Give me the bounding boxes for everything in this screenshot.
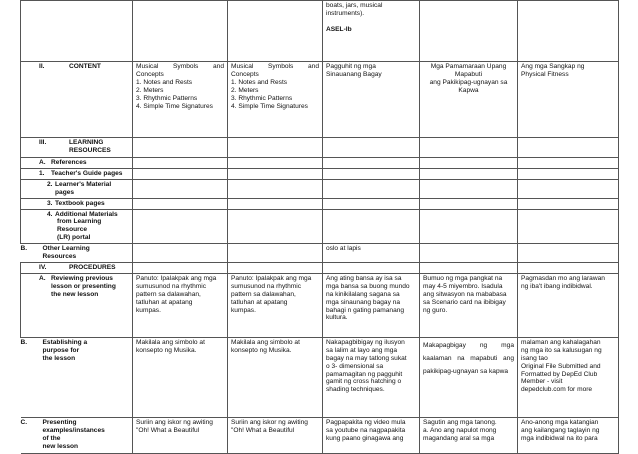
learning-label-line: LEARNING <box>69 139 104 146</box>
purpose-col4-line: kaalaman na mapabuti ang <box>423 354 514 362</box>
purpose-col4-line: pakikipag-ugnayan sa kapwa <box>423 367 509 375</box>
review-col1-line: sumusunod na rhythmic <box>136 282 207 290</box>
presenting-col3-line: Pagpapakita ng video mula <box>326 418 406 426</box>
purpose-col5-line: Original File Submitted and <box>521 362 601 370</box>
purpose-col5-line: depedclub.com for more <box>521 386 593 394</box>
review-col5-cell <box>518 273 619 337</box>
purpose-col2-line: Makilala ang simbolo at <box>231 338 300 346</box>
purpose-col3-line: o 3- dimensional sa <box>326 362 384 370</box>
purpose-col4-line: Makapagbigay ng mga <box>423 341 514 349</box>
review-col1-line: kumpas. <box>136 306 161 314</box>
purpose-col3-cell <box>323 337 420 417</box>
review-col5-line: ng iba't ibang indibidwal. <box>521 282 593 290</box>
additional-label-cell <box>21 209 133 244</box>
review-col3-line: mga sinaunang bagay na <box>326 298 401 306</box>
content-col4-line: ang Pakikipag-ugnayan sa <box>429 78 508 86</box>
other-col3-cell <box>323 244 420 263</box>
purpose-col5-line: malaman ang kahalagahan <box>521 338 601 346</box>
content-col5-line: Physical Fitness <box>521 70 569 78</box>
content-col1-line: 3. Rhythmic Patterns <box>136 94 198 102</box>
content-col2-line: Concepts <box>231 70 259 78</box>
presenting-col1-cell <box>133 417 228 453</box>
purpose-num: B. <box>20 338 28 346</box>
purpose-col5-cell <box>518 337 619 417</box>
presenting-col5-line: Ano-anong mga katangian <box>521 418 599 426</box>
guide-label: Teacher's Guide pages <box>51 169 123 177</box>
review-col2-line: kumpas. <box>231 306 256 314</box>
top-col2-cell <box>228 1 323 62</box>
purpose-col1-line: Makilala ang simbolo at <box>136 338 205 346</box>
review-col1-line: tatluhan at apatang <box>136 298 193 306</box>
content-col2-line: 1. Notes and Rests <box>231 78 288 86</box>
table-row-review <box>21 273 619 337</box>
review-col2-line: pattern sa dalawahan, <box>231 290 296 298</box>
top-col3-line <box>326 18 416 26</box>
review-col2-line: sumusunod na rhythmic <box>231 282 302 290</box>
top-col3-cell <box>323 1 420 62</box>
learning-label-cell <box>21 138 133 158</box>
review-col3-line: na kinikilalang sagana sa <box>326 290 400 298</box>
presenting-label-line: Presenting <box>42 418 77 426</box>
other-col3-text: oslo at lapis <box>326 245 361 253</box>
table-row-teachers-guide <box>21 168 619 179</box>
review-col4-line: may 4-5 miyembro. Isadula <box>423 282 503 290</box>
review-col2-cell <box>228 273 323 337</box>
guide-label-cell <box>21 168 133 179</box>
top-col3-code: ASEL-Ib <box>326 25 352 33</box>
content-label-cell <box>21 62 133 138</box>
purpose-col3-line: gamit ng cross hatching o <box>326 378 402 386</box>
purpose-label-line: Establishing a purpose for <box>42 338 88 354</box>
purpose-label-cell <box>1 337 113 417</box>
table-row-content <box>21 62 619 138</box>
learner-num: 2. <box>47 180 53 188</box>
purpose-col3-line: bagay na may tatlong sukat <box>326 354 407 362</box>
presenting-label-cell <box>1 417 113 453</box>
procedures-label: PROCEDURES <box>69 263 116 271</box>
top-col4-cell <box>420 1 518 62</box>
purpose-col5-line: isang tao <box>521 354 548 362</box>
presenting-label-line: examples/instances of the <box>42 426 105 442</box>
textbook-num: 3. <box>47 199 53 207</box>
content-col4-line: Mga Pamamaraan Upang <box>430 63 507 70</box>
review-col3-line: Ang ating bansa ay isa sa <box>326 274 402 282</box>
content-col5-line: Ang mga Sangkap ng <box>521 63 585 70</box>
presenting-col4-cell <box>420 417 518 453</box>
purpose-col3-line: Nakapagbibigay ng ilusyon <box>326 338 405 346</box>
presenting-col5-line: ang kailangang taglayin ng <box>521 426 600 434</box>
references-label: References <box>51 159 87 166</box>
review-label-line: Reviewing previous <box>51 274 113 282</box>
presenting-label-line: new lesson <box>42 442 79 450</box>
purpose-col1-line: konsepto ng Musika. <box>136 346 197 354</box>
content-col2-line: 4. Simple Time Signatures <box>231 102 308 110</box>
other-label-cell <box>1 244 113 263</box>
table-row-additional-materials <box>21 209 619 244</box>
presenting-col3-cell <box>323 417 420 453</box>
review-col4-line: sa Scenario card na ibibigay <box>423 298 506 306</box>
presenting-col4-line: magandang aral sa mga <box>423 434 495 442</box>
review-label-line: lesson or presenting <box>51 282 116 290</box>
top-col3-line: boats, jars, musical <box>326 2 383 9</box>
content-col2-line: Musical Symbols and <box>231 63 319 70</box>
content-col2-cell <box>228 62 323 138</box>
references-num: A. <box>39 159 46 166</box>
review-col4-cell <box>420 273 518 337</box>
presenting-col5-cell <box>518 417 619 453</box>
content-col1-cell <box>133 62 228 138</box>
additional-label-line: from Learning Resource <box>57 218 102 234</box>
purpose-col3-line: sa lalim at layo ang mga <box>326 346 398 354</box>
content-col4-line: Kapwa <box>458 86 479 94</box>
content-col3-cell <box>323 62 420 138</box>
table-row-other-resources <box>21 244 619 263</box>
other-label: Other Learning Resources <box>42 245 90 261</box>
review-col1-line: pattern sa dalawahan, <box>136 290 201 298</box>
purpose-col2-cell <box>228 337 323 417</box>
learning-num: III. <box>39 139 47 146</box>
content-col3-line: Sinauanang Bagay <box>326 70 382 78</box>
purpose-col5-line: Member - visit <box>521 378 563 386</box>
review-col2-line: Panuto: Ipalakpak ang mga <box>231 274 312 282</box>
top-col3-line: instruments). <box>326 9 365 17</box>
review-col4-line: ng guro. <box>423 306 448 314</box>
review-col4-line: Bumuo ng mga pangkat na <box>423 274 503 282</box>
purpose-col2-line: konsepto ng Musika. <box>231 346 292 354</box>
table-row-learning-resources <box>21 138 619 158</box>
review-col3-line: mga bansa sa buong mundo <box>326 282 410 290</box>
references-label-cell <box>21 158 133 169</box>
purpose-col4-cell <box>420 337 518 417</box>
table-row-references <box>21 158 619 169</box>
presenting-col2-line: Suriin ang iskor ng awiting <box>231 418 308 426</box>
review-num: A. <box>39 274 46 282</box>
review-col2-line: tatluhan at apatang <box>231 298 288 306</box>
purpose-col3-line: pamamagitan ng pagguhit <box>326 370 403 378</box>
purpose-col3-line: shading techniques. <box>326 386 385 394</box>
review-col5-line: Pagmasdan mo ang larawan <box>521 274 605 282</box>
content-label: CONTENT <box>69 63 101 70</box>
table-row-learners-material <box>21 179 619 198</box>
presenting-col4-line: Sagutin ang mga tanong. <box>423 418 497 426</box>
content-col3-line: Pagguhit ng mga <box>326 63 376 70</box>
learner-label: Learner's Material pages <box>55 180 112 196</box>
review-label-cell <box>21 273 133 337</box>
table-row-top <box>21 1 619 62</box>
review-col3-cell <box>323 273 420 337</box>
lesson-plan-table <box>20 0 619 454</box>
presenting-col2-cell <box>228 417 323 453</box>
presenting-col1-line: Suriin ang iskor ng awiting <box>136 418 213 426</box>
review-col3-line: kultura. <box>326 314 348 322</box>
presenting-num: C. <box>20 418 28 426</box>
presenting-col1-line: "Oh! What a Beautiful <box>136 426 200 434</box>
purpose-col1-cell <box>133 337 228 417</box>
presenting-col3-line: sa youtube na nagpapakita <box>326 426 406 434</box>
procedures-label-cell <box>21 262 133 273</box>
review-col1-line: Panuto: Ipalakpak ang mga <box>136 274 217 282</box>
content-col1-line: 4. Simple Time Signatures <box>136 102 213 110</box>
review-col3-line: bahagi n gating pamanang <box>326 306 405 314</box>
textbook-label-cell <box>21 198 133 209</box>
learning-label-line: RESOURCES <box>69 146 111 154</box>
content-col1-line: Musical Symbols and <box>136 63 224 70</box>
purpose-col5-line: Formatted by DepEd Club <box>521 370 598 378</box>
content-col4-cell <box>420 62 518 138</box>
content-col1-line: Concepts <box>136 70 164 78</box>
content-col2-line: 3. Rhythmic Patterns <box>231 94 293 102</box>
content-col2-line: 2. Meters <box>231 86 259 94</box>
presenting-col5-line: mga indibidwal na ito para <box>521 434 598 442</box>
table-row-procedures <box>21 262 619 273</box>
review-label-line: the new lesson <box>51 290 99 298</box>
presenting-col2-line: "Oh! What a Beautiful <box>231 426 295 434</box>
presenting-col4-line: a. Ano ang napulot mong <box>423 426 497 434</box>
review-col1-cell <box>133 273 228 337</box>
learner-label-cell <box>21 179 133 198</box>
content-col1-line: 2. Meters <box>136 86 164 94</box>
purpose-label-line: the lesson <box>42 354 76 362</box>
additional-label-line: (LR) portal <box>57 234 91 242</box>
top-label-cell <box>21 1 133 62</box>
guide-num: 1. <box>39 169 45 177</box>
purpose-col5-line: ng mga ito sa kalusugan ng <box>521 346 602 354</box>
other-num: B. <box>20 245 28 253</box>
presenting-col3-line: kung paano ginagawa ang <box>326 434 404 442</box>
additional-label-line: Additional Materials <box>55 210 118 218</box>
procedures-num: IV. <box>39 263 47 271</box>
table-row-textbook <box>21 198 619 209</box>
textbook-label: Textbook pages <box>55 199 105 207</box>
additional-num: 4. <box>47 210 53 218</box>
content-col1-line: 1. Notes and Rests <box>136 78 193 86</box>
top-col5-cell <box>518 1 619 62</box>
content-num: II. <box>39 63 45 70</box>
content-col5-cell <box>518 62 619 138</box>
content-col4-line: Mapabuti <box>454 70 483 78</box>
table-row-purpose <box>21 337 619 417</box>
top-col1-cell <box>133 1 228 62</box>
table-row-presenting <box>21 417 619 453</box>
review-col4-line: ang sitwasyon na mababasa <box>423 290 507 298</box>
